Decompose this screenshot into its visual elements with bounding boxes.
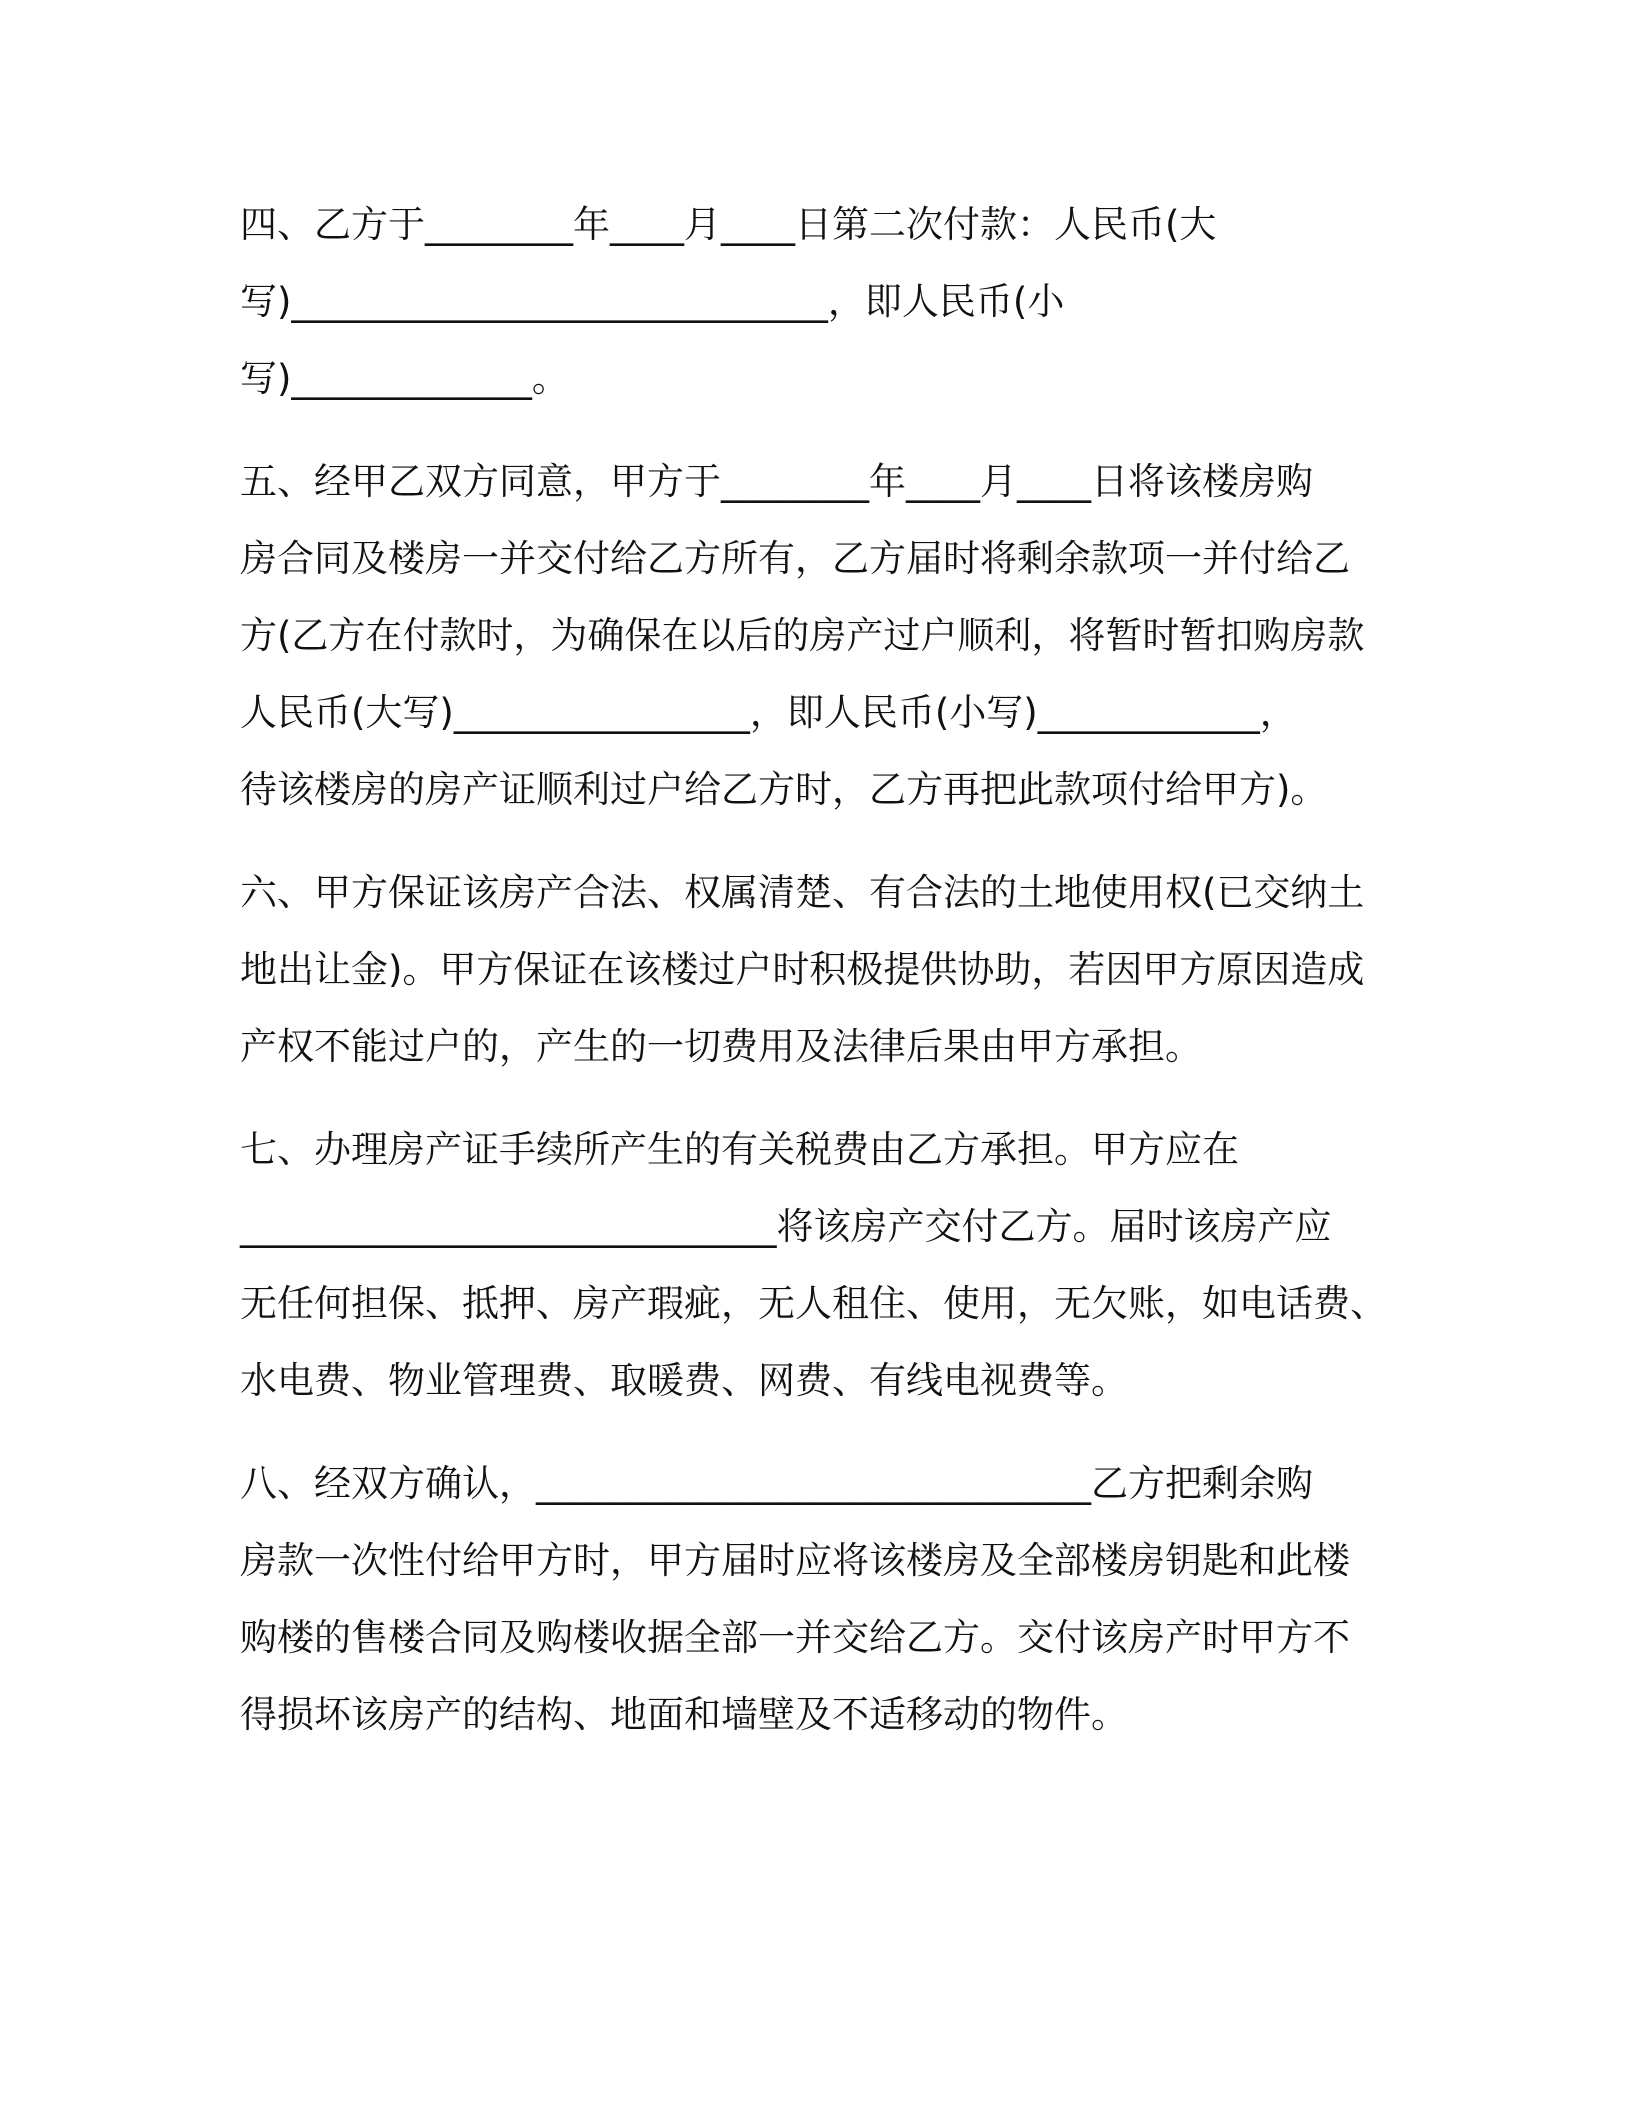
text-line: 房款一次性付给甲方时，甲方届时应将该楼房及全部楼房钥匙和此楼	[240, 1539, 1350, 1582]
text-line: 四、乙方于________年____月____日第二次付款：人民币(大	[240, 203, 1217, 246]
text-line: 水电费、物业管理费、取暖费、网费、有线电视费等。	[240, 1359, 1128, 1402]
clause-4-paragraph	[240, 186, 1400, 417]
text-line: 六、甲方保证该房产合法、权属清楚、有合法的土地使用权(已交纳土	[240, 871, 1365, 914]
text-line: 五、经甲乙双方同意，甲方于________年____月____日将该楼房购	[240, 460, 1313, 503]
text-line: _____________________________将该房产交付乙方。届时该房产应	[240, 1205, 1332, 1248]
text-line: 房合同及楼房一并交付给乙方所有，乙方届时将剩余款项一并付给乙	[240, 537, 1350, 580]
text-line: 待该楼房的房产证顺利过户给乙方时，乙方再把此款项付给甲方)。	[240, 768, 1328, 811]
clause-7-paragraph	[240, 1111, 1400, 1419]
text-line: 购楼的售楼合同及购楼收据全部一并交给乙方。交付该房产时甲方不	[240, 1616, 1350, 1659]
text-line: 八、经双方确认，______________________________乙方把剩余购	[240, 1462, 1313, 1505]
text-line: 人民币(大写)________________，即人民币(小写)____________，	[240, 691, 1297, 734]
text-line: 地出让金)。甲方保证在该楼过户时积极提供协助，若因甲方原因造成	[240, 948, 1365, 991]
text-line: 方(乙方在付款时，为确保在以后的房产过户顺利，将暂时暂扣购房款	[240, 614, 1365, 657]
text-line: 得损坏该房产的结构、地面和墙壁及不适移动的物件。	[240, 1693, 1128, 1736]
text-line: 写)_____________。	[240, 357, 569, 400]
document-body	[240, 186, 1400, 1779]
text-line: 七、办理房产证手续所产生的有关税费由乙方承担。甲方应在	[240, 1128, 1239, 1171]
clause-6-paragraph	[240, 854, 1400, 1085]
clause-5-paragraph	[240, 443, 1400, 828]
text-line: 无任何担保、抵押、房产瑕疵，无人租住、使用，无欠账，如电话费、	[240, 1282, 1387, 1325]
clause-8-paragraph	[240, 1445, 1400, 1753]
text-line: 写)_____________________________，即人民币(小	[240, 280, 1065, 323]
text-line: 产权不能过户的，产生的一切费用及法律后果由甲方承担。	[240, 1025, 1202, 1068]
